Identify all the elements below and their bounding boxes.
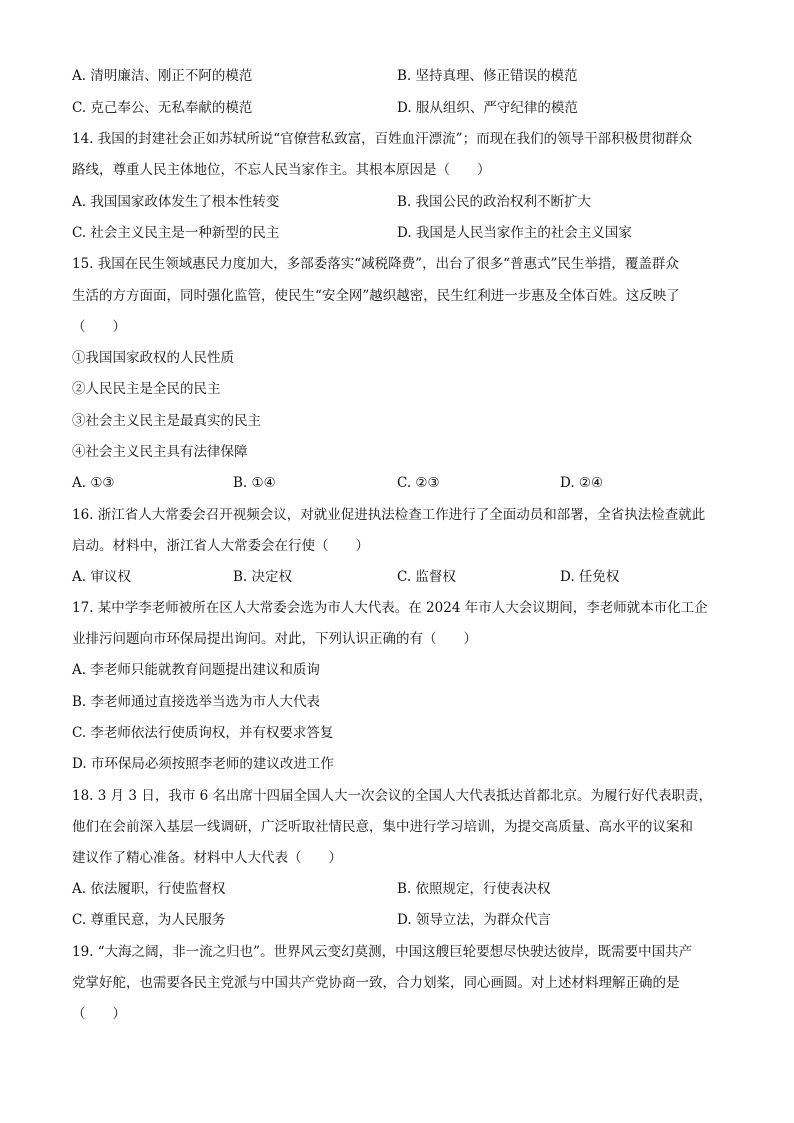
q18-option-b: B. 依照规定，行使表决权 [397,881,551,897]
q17-option-b: B. 李老师通过直接选举当选为市人大代表 [72,694,321,710]
q15-option-b: B. ①④ [233,475,276,491]
q16-stem-line-1: 16. 浙江省人大常委会召开视频会议，对就业促进执法检查工作进行了全面动员和部署，全省执法检查就此 [72,507,706,523]
q19-stem-line-3: （ ） [72,1006,126,1022]
q13-option-b: B. 坚持真理、修正错误的模范 [397,68,578,84]
q14-stem-line-1: 14. 我国的封建社会正如苏轼所说“官僚营私致富，百姓血汗漂流”；而现在我们的领导干部积极贯彻群众 [72,131,693,147]
q15-statement-4: ④社会主义民主具有法律保障 [72,444,248,460]
q18-stem-line-3: 建议作了精心准备。材料中人大代表（ ） [72,850,342,866]
q13-option-d: D. 服从组织、严守纪律的模范 [397,100,578,116]
q18-stem-line-1: 18. 3 月 3 日，我市 6 名出席十四届全国人大一次会议的全国人大代表抵达首都北京。为履行好代表职责， [72,788,712,804]
q18-option-a: A. 依法履职，行使监督权 [72,881,226,897]
q17-option-a: A. 李老师只能就教育问题提出建议和质询 [72,662,320,678]
q16-option-b: B. 决定权 [233,569,293,585]
q18-option-c: C. 尊重民意，为人民服务 [72,912,226,928]
q16-option-c: C. 监督权 [397,569,456,585]
q15-stem-line-3: （ ） [72,319,126,335]
q14-stem-line-2: 路线，尊重人民主体地位，不忘人民当家作主。其根本原因是（ ） [72,162,491,178]
q16-option-a: A. 审议权 [72,569,131,585]
q15-stem-line-2: 生活的方方面面，同时强化监管，使民生“安全网”越织越密，民生红利进一步惠及全体百姓。这反映了 [72,288,680,304]
q15-statement-1: ①我国国家政权的人民性质 [72,350,234,366]
q16-stem-line-2: 启动。材料中，浙江省人大常委会在行使（ ） [72,538,369,554]
q18-option-d: D. 领导立法，为群众代言 [397,912,551,928]
q15-option-a: A. ①③ [72,475,115,491]
q19-stem-line-2: 党掌好舵，也需要各民主党派与中国共产党协商一致，合力划桨，同心画圆。对上述材料理解正确的是 [72,975,680,991]
q17-stem-line-2: 业排污问题向市环保局提出询问。对此，下列认识正确的有（ ） [72,631,477,647]
q14-option-c: C. 社会主义民主是一种新型的民主 [72,225,280,241]
q15-stem-line-1: 15. 我国在民生领域惠民力度加大，多部委落实“减税降费”，出台了很多“普惠式”民生举措，覆盖群众 [72,256,679,272]
q14-option-a: A. 我国国家政体发生了根本性转变 [72,194,280,210]
q15-option-d: D. ②④ [560,475,604,491]
q18-stem-line-2: 他们在会前深入基层一线调研，广泛听取社情民意，集中进行学习培训，为提交高质量、高水平的议案和 [72,819,693,835]
q13-option-c: C. 克己奉公、无私奉献的模范 [72,100,253,116]
q16-option-d: D. 任免权 [560,569,620,585]
q17-stem-line-1: 17. 某中学李老师被所在区人大常委会选为市人大代表。在 2024 年市人大会议期间，李老师就本市化工企 [72,600,708,616]
q15-statement-2: ②人民民主是全民的民主 [72,381,221,397]
q13-option-a: A. 清明廉洁、刚正不阿的模范 [72,68,253,84]
q14-option-b: B. 我国公民的政治权利不断扩大 [397,194,592,210]
q17-option-d: D. 市环保局必须按照李老师的建议改进工作 [72,756,334,772]
q17-option-c: C. 李老师依法行使质询权，并有权要求答复 [72,725,334,741]
q19-stem-line-1: 19. “大海之阔，非一流之归也”。世界风云变幻莫测，中国这艘巨轮要想尽快驶达彼岸，既需要中国共产 [72,944,693,960]
q14-option-d: D. 我国是人民当家作主的社会主义国家 [397,225,632,241]
q15-option-c: C. ②③ [397,475,440,491]
q15-statement-3: ③社会主义民主是最真实的民主 [72,413,261,429]
